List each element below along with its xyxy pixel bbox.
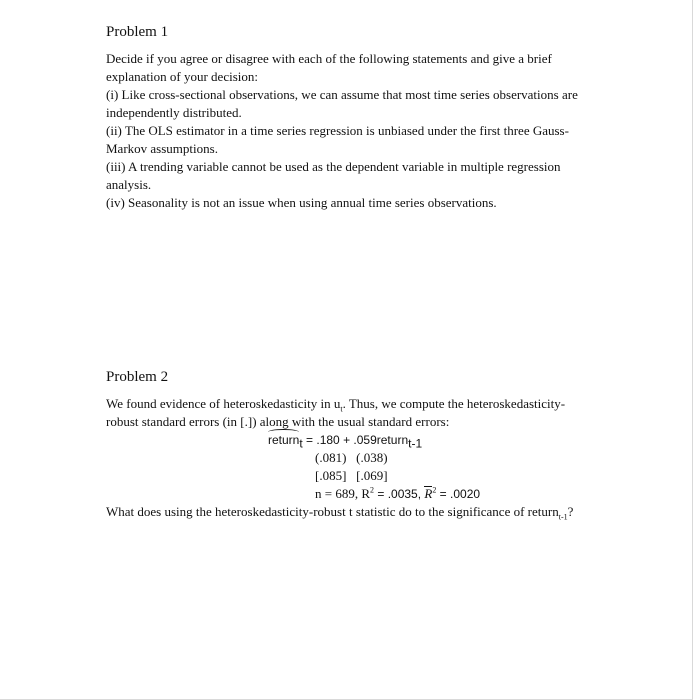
question-part2: ?	[567, 504, 574, 519]
r2-sup: 2	[370, 485, 375, 495]
question-sub: t-1	[558, 512, 568, 522]
robust-standard-errors: [.085] [.069]	[315, 468, 388, 483]
statement-i: (i) Like cross-sectional observations, we can assume that most time series observations are independently distributed.	[106, 87, 578, 120]
regression-stats	[315, 485, 480, 503]
stats-n: n = 689, R	[315, 486, 371, 501]
equation-rhs-sub: t-1	[408, 436, 423, 451]
adjusted-r2-symbol: R	[424, 486, 433, 501]
statement-iv: (iv) Seasonality is not an issue when using annual time series observations.	[106, 195, 497, 210]
problem2-intro-part2: . Thus, we compute the heteroskedasticity-robust standard errors (in [.]) along with the usual standard errors:	[106, 396, 566, 429]
problem2-intro-sub: t	[340, 404, 343, 414]
statement-iii: (iii) A trending variable cannot be used as the dependent variable in multiple regression analysis.	[106, 159, 561, 192]
equation-lhs: return	[268, 433, 300, 447]
problem1-body	[106, 50, 596, 212]
problem2-title: Problem 2	[106, 369, 169, 385]
equation-rhs: = .180 + .059return	[302, 433, 409, 447]
usual-standard-errors: (.081) (.038)	[315, 450, 388, 465]
equation-lhs-sub: t	[299, 436, 303, 451]
r2-value: = .0035,	[374, 487, 425, 501]
problem1-title: Problem 1	[106, 24, 169, 40]
statement-ii: (ii) The OLS estimator in a time series regression is unbiased under the first three Gauss-Markov assumptions.	[106, 123, 569, 156]
problem2-question	[106, 503, 596, 521]
problem1-intro: Decide if you agree or disagree with each of the following statements and give a brief explanation of your decision:	[106, 51, 552, 84]
adjusted-r2-sup: 2	[432, 485, 437, 495]
question-part1: What does using the heteroskedasticity-robust t statistic do to the significance of return	[106, 504, 559, 519]
regression-equation	[268, 431, 422, 449]
problem2-intro-part1: We found evidence of heteroskedasticity in u	[106, 396, 341, 411]
problem2-intro	[106, 395, 596, 431]
adjusted-r2-value: = .0020	[436, 487, 481, 501]
